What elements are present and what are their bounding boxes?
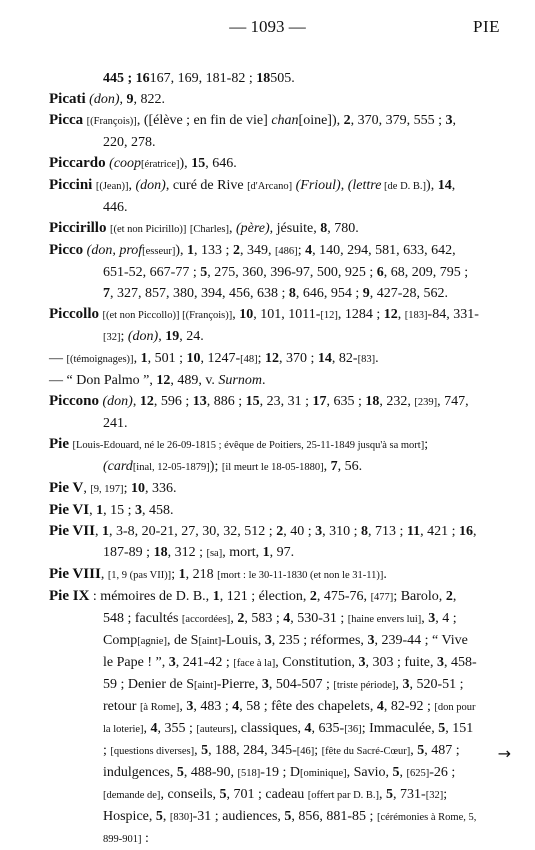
- entry-text: ,: [100, 567, 108, 582]
- entry-text: -Louis,: [221, 633, 265, 648]
- entry-text: , 327, 857, 380, 394, 456, 638 ;: [110, 286, 289, 301]
- entry-text: 16: [459, 524, 473, 539]
- entry-text: , 370 ;: [279, 351, 318, 366]
- entry-text: 6: [376, 265, 384, 280]
- entry-headword: Piccirillo: [49, 220, 107, 236]
- entry-text: 3: [402, 677, 410, 692]
- entry-text: , de S: [166, 633, 199, 648]
- entry-text: , 475-76,: [316, 589, 371, 604]
- entry-text: , 187-89 ;: [103, 524, 477, 560]
- entry-text: );: [209, 459, 222, 474]
- entry-text: [offert par D. B.]: [307, 790, 380, 801]
- index-entry: [49, 153, 479, 175]
- entry-text: .: [375, 351, 379, 366]
- entry-text: 3: [358, 655, 366, 670]
- entry-text: 9: [126, 92, 134, 107]
- entry-text: [Charles]: [189, 224, 229, 235]
- entry-text: 1: [140, 351, 148, 366]
- entry-text: 5: [155, 809, 163, 824]
- entry-text: ,: [179, 699, 187, 714]
- entry-text: ;: [123, 481, 131, 496]
- entry-text: [oine]),: [298, 113, 344, 128]
- entry-text: (père): [235, 221, 270, 236]
- entry-text: 4: [150, 721, 158, 736]
- entry-text: , 583 ;: [244, 611, 284, 626]
- continuation-arrow-icon: →: [497, 744, 511, 763]
- entry-text: ,: [399, 765, 407, 780]
- entry-text: ,: [410, 743, 418, 758]
- entry-text: , 446.: [103, 178, 456, 215]
- entry-text: 12: [156, 373, 171, 388]
- entry-text: [1, 9 (pas VII)]: [107, 570, 172, 581]
- entry-text: , Savio,: [346, 765, 393, 780]
- entry-text: [sa]: [206, 548, 223, 559]
- entry-text: , 713 ;: [367, 524, 407, 539]
- entry-text: [32]: [103, 332, 121, 343]
- entry-text: (don): [102, 394, 133, 409]
- entry-text: , 520-51 ; retour: [103, 677, 464, 714]
- entry-text: [486]: [274, 246, 298, 257]
- index-entry: [49, 586, 479, 850]
- index-entry: [49, 89, 479, 110]
- entry-text: .: [383, 567, 387, 582]
- entry-text: , 220, 278.: [103, 113, 457, 150]
- entry-text: 18: [365, 394, 380, 409]
- entry-text: [aint]: [193, 680, 217, 691]
- entry-text: -84, 331-: [427, 307, 479, 322]
- entry-text: , 731-: [393, 787, 426, 802]
- entry-text: , 458-59 ; Denier de S: [103, 655, 477, 692]
- running-head: PIE: [473, 17, 500, 36]
- entry-text: [face à la]: [233, 658, 276, 669]
- entry-text: 12: [139, 394, 154, 409]
- entry-text: 4: [305, 243, 313, 258]
- entry-text: , 548 ; facultés: [103, 589, 457, 626]
- entry-text: [(et non Picirillo)]: [109, 224, 187, 235]
- entry-text: , 483 ;: [193, 699, 233, 714]
- entry-text: .: [261, 373, 266, 388]
- entry-text: , 82-92 ;: [383, 699, 435, 714]
- entry-text: 5: [219, 787, 227, 802]
- entry-text: ,: [397, 307, 405, 322]
- entry-text: , 488-90,: [183, 765, 238, 780]
- entry-text: 2: [445, 589, 453, 604]
- entry-text: -26 ;: [429, 765, 456, 780]
- entry-text: [haine envers lui]: [347, 614, 422, 625]
- entry-text: (don): [89, 92, 120, 107]
- entry-text: ;: [257, 351, 266, 366]
- entry-text: 7: [103, 286, 110, 301]
- entry-text: , 312 ;: [167, 545, 207, 560]
- index-entry: [49, 218, 479, 240]
- entry-text: [(et non Piccollo)] [(François)]: [102, 310, 233, 321]
- index-entry: [49, 370, 479, 391]
- entry-text: 5: [386, 787, 394, 802]
- entry-headword: Picco: [49, 242, 84, 258]
- entry-headword: Picati: [49, 91, 86, 107]
- entry-text: , 501 ;: [147, 351, 187, 366]
- entry-text: ,: [158, 329, 166, 344]
- entry-text: , 1247-: [200, 351, 241, 366]
- entry-text: [477]: [370, 592, 394, 603]
- entry-text: [accordées]: [181, 614, 231, 625]
- entry-text: ,: [133, 351, 141, 366]
- entry-text: ;: [314, 743, 322, 758]
- index-entry: [49, 175, 479, 218]
- entry-text: 1: [178, 567, 186, 582]
- entry-text: : mémoires de D. B.,: [89, 589, 213, 604]
- entry-text: 3: [315, 524, 323, 539]
- entry-text: , 635-: [311, 721, 345, 736]
- entry-text: ; Hospice,: [103, 787, 448, 824]
- entry-text: , 40 ;: [283, 524, 316, 539]
- entry-text: [mort : le 30-11-1830 (et non le 31-11)]: [217, 570, 384, 581]
- entry-text: , Constitution,: [275, 655, 359, 670]
- entry-text: [9, 197]: [90, 484, 124, 495]
- entry-text: [239]: [414, 397, 438, 408]
- entry-text: 3: [445, 113, 453, 128]
- entry-text: , 1284 ;: [337, 307, 384, 322]
- entry-text: ,: [232, 307, 240, 322]
- entry-text: (card: [103, 459, 133, 474]
- entry-text: — “ Don Palmo ”,: [49, 373, 157, 388]
- entry-text: , 218: [185, 567, 218, 582]
- entry-text: ),: [426, 178, 438, 193]
- entry-text: ,: [143, 721, 151, 736]
- entry-text: 2: [237, 611, 245, 626]
- entry-text: 3: [437, 655, 445, 670]
- entry-text: 17: [312, 394, 327, 409]
- entry-text: 8: [360, 524, 368, 539]
- entry-text: , 822.: [133, 92, 165, 107]
- entry-text: 18: [256, 71, 271, 86]
- entry-text: 5: [201, 743, 209, 758]
- entry-text: , 151 ;: [103, 721, 474, 758]
- entry-text: [625]: [406, 768, 430, 779]
- entry-text: ,: [230, 611, 238, 626]
- entry-text: 2: [232, 243, 240, 258]
- entry-text: , mort,: [222, 545, 263, 560]
- entry-headword: Pie V: [49, 480, 84, 496]
- entry-text: , 458.: [142, 503, 174, 518]
- index-entry: [49, 68, 479, 89]
- entry-text: 4: [376, 699, 384, 714]
- entry-text: , classiques,: [233, 721, 305, 736]
- entry-text: , 3-8, 20-21, 27, 30, 32, 512 ;: [108, 524, 277, 539]
- entry-text: 2: [343, 113, 351, 128]
- entry-text: 15: [245, 394, 260, 409]
- index-entry: [49, 348, 479, 370]
- entry-text: , 275, 360, 396-97, 500, 925 ;: [207, 265, 377, 280]
- entry-text: , 701 ; cadeau: [226, 787, 308, 802]
- entry-text: [don pour la loterie]: [103, 702, 476, 735]
- entry-text: [de D. B.]: [381, 181, 427, 192]
- entry-text: 3: [367, 633, 375, 648]
- entry-text: 445 ;: [103, 71, 136, 86]
- entry-text: ,: [228, 221, 236, 236]
- entry-text: , 133 ;: [194, 243, 233, 258]
- entry-text: , 101, 1011-: [253, 307, 321, 322]
- entry-text: 2: [276, 524, 284, 539]
- entry-text: , 58 ; fête des chapelets,: [239, 699, 377, 714]
- entry-text: 1: [96, 503, 104, 518]
- entry-text: ,: [379, 787, 387, 802]
- entry-text: 7: [330, 459, 338, 474]
- entry-text: -19 ; D: [260, 765, 300, 780]
- entry-text: [ominique]: [299, 768, 347, 779]
- entry-text: 9: [362, 286, 370, 301]
- entry-text: [à Rome]: [139, 702, 180, 713]
- page-number: — 1093 —: [229, 17, 306, 36]
- entry-text: 3: [168, 655, 176, 670]
- entry-text: [il meurt le 18-05-1880]: [221, 462, 324, 473]
- entry-headword: Piccini: [49, 177, 93, 193]
- entry-text: (don): [135, 178, 166, 193]
- entry-text: 11: [406, 524, 421, 539]
- entry-text: [demande de]: [103, 790, 161, 801]
- entry-text: , 646.: [205, 156, 237, 171]
- index-entry: [49, 564, 479, 586]
- entry-text: 8: [288, 286, 296, 301]
- entry-text: 4: [283, 611, 291, 626]
- entry-text: [(témoignages)]: [66, 354, 134, 365]
- entry-text: [Louis-Edouard, né le 26-09-1815 ; évêque de Poitiers, 25-11-1849 jusqu'à sa mort]: [72, 440, 425, 451]
- entry-text: 10: [130, 481, 145, 496]
- entry-text: , 15 ;: [103, 503, 136, 518]
- entry-text: 1: [101, 524, 109, 539]
- entry-text: , 4 ; Comp: [103, 611, 457, 648]
- entry-text: [183]: [404, 310, 428, 321]
- entry-text: ,: [162, 809, 170, 824]
- entry-text: (lettre: [347, 178, 382, 193]
- entry-text: 19: [165, 329, 180, 344]
- entry-text: ;: [424, 437, 429, 452]
- entry-text: ),: [175, 243, 188, 258]
- entry-text: , 232,: [379, 394, 415, 409]
- entry-text: , 121 ; élection,: [219, 589, 310, 604]
- entry-headword: Piccardo: [49, 155, 106, 171]
- entry-text: [12]: [320, 310, 338, 321]
- entry-text: ;: [120, 329, 128, 344]
- entry-headword: Piccono: [49, 393, 99, 409]
- entry-text: ,: [421, 611, 429, 626]
- entry-text: , 489, v.: [170, 373, 219, 388]
- entry-text: [auteurs]: [196, 724, 234, 735]
- entry-text: , 188, 284, 345-: [208, 743, 297, 758]
- entry-text: [830]: [169, 812, 193, 823]
- entry-text: 1: [187, 243, 195, 258]
- entry-text: , ([élève ; en fin de vie]: [136, 113, 272, 128]
- entry-text: , 355 ;: [157, 721, 197, 736]
- entry-text: 5: [417, 743, 425, 758]
- entry-text: 3: [264, 633, 272, 648]
- entry-text: ,: [323, 459, 331, 474]
- entry-text: 5: [392, 765, 400, 780]
- entry-text: ,: [395, 677, 403, 692]
- entry-text: , 856, 881-85 ;: [291, 809, 377, 824]
- index-entry: [49, 521, 479, 564]
- entry-headword: Pie VIII: [49, 566, 101, 582]
- entry-text: ; Barolo,: [393, 589, 446, 604]
- entry-text: , 140, 294, 581, 633, 642, 651-52, 667-77 ;: [103, 243, 456, 280]
- entry-text: , 596 ;: [153, 394, 193, 409]
- entry-text: 10: [239, 307, 254, 322]
- entry-text: (coop: [109, 156, 142, 171]
- entry-text: [esseur]: [142, 246, 176, 257]
- entry-text: 1: [212, 589, 220, 604]
- entry-text: ,: [128, 178, 136, 193]
- entry-text: [aint]: [198, 636, 222, 647]
- entry-text: —: [49, 351, 67, 366]
- entry-text: 167, 169, 181-82 ;: [149, 71, 257, 86]
- entry-text: ;: [297, 243, 306, 258]
- entry-text: 3: [186, 699, 194, 714]
- entry-text: , 97.: [269, 545, 295, 560]
- index-entry: [49, 434, 479, 478]
- entry-text: , 370, 379, 555 ;: [350, 113, 446, 128]
- entry-text: (don): [127, 329, 159, 344]
- entry-text: 16: [135, 71, 150, 86]
- entry-text: :: [141, 831, 149, 846]
- entry-text: , 23, 31 ;: [259, 394, 313, 409]
- entry-text: 2: [309, 589, 317, 604]
- entry-text: , 421 ;: [420, 524, 459, 539]
- entry-text: [48]: [240, 354, 258, 365]
- entry-text: ,: [94, 524, 102, 539]
- entry-text: ; Immaculée,: [361, 721, 439, 736]
- entry-text: 4: [304, 721, 312, 736]
- entry-text: 4: [232, 699, 240, 714]
- entry-text: chan: [271, 113, 299, 128]
- entry-text: [(Jean)]: [95, 181, 129, 192]
- entry-text: , 427-28, 562.: [369, 286, 448, 301]
- entry-text: [d'Arcano]: [247, 181, 293, 192]
- entry-text: , 24.: [179, 329, 204, 344]
- entry-text: [83]: [357, 354, 376, 365]
- entry-text: , 310 ;: [322, 524, 361, 539]
- entry-headword: Pie VI: [49, 502, 90, 518]
- entry-text: 13: [192, 394, 207, 409]
- entry-text: ,: [119, 92, 127, 107]
- entry-text: , 235 ; réformes,: [271, 633, 368, 648]
- entry-text: Surnom: [218, 373, 262, 388]
- entry-text: 12: [265, 351, 280, 366]
- entry-text: 5: [176, 765, 184, 780]
- entry-text: [518]: [237, 768, 261, 779]
- entry-text: , 303 ; fuite,: [365, 655, 438, 670]
- entry-text: , curé de Rive: [165, 178, 248, 193]
- entry-text: , 487 ; indulgences,: [103, 743, 460, 780]
- page-header: [0, 17, 535, 41]
- entry-text: 15: [191, 156, 206, 171]
- entry-text: [ératrice]: [141, 159, 180, 170]
- entry-text: , 886 ;: [206, 394, 246, 409]
- entry-text: , 241-42 ;: [175, 655, 234, 670]
- entry-text: , 747, 241.: [103, 394, 469, 431]
- entry-text: 5: [200, 265, 208, 280]
- index-entry: [49, 500, 479, 521]
- entry-text: , 68, 209, 795 ;: [383, 265, 469, 280]
- entry-text: , 56.: [337, 459, 363, 474]
- entry-text: 505.: [270, 71, 295, 86]
- entry-text: 14: [437, 178, 452, 193]
- index-entry: [49, 110, 479, 153]
- entry-text: 5: [284, 809, 292, 824]
- entry-text: -Pierre,: [216, 677, 262, 692]
- entry-text: [46]: [296, 746, 315, 757]
- entry-text: , 336.: [144, 481, 177, 496]
- index-entry: [49, 304, 479, 348]
- entry-text: (Frioul): [295, 178, 341, 193]
- entry-text: [fête du Sacré-Cœur]: [321, 746, 411, 757]
- index-entry: [49, 478, 479, 500]
- entry-headword: Piccollo: [49, 306, 99, 322]
- entry-text: , 504-507 ;: [268, 677, 334, 692]
- entry-text: , jésuite,: [269, 221, 321, 236]
- entry-text: [32]: [425, 790, 444, 801]
- entry-text: 18: [153, 545, 168, 560]
- index-entry: [49, 240, 479, 304]
- entry-text: ),: [179, 156, 192, 171]
- entry-text: ,: [194, 743, 202, 758]
- entry-text: [triste période]: [333, 680, 396, 691]
- index-entries: [49, 68, 479, 850]
- entry-headword: Picca: [49, 112, 84, 128]
- entry-text: 5: [438, 721, 446, 736]
- entry-text: 3: [261, 677, 269, 692]
- entry-text: , 239-44 ; “ Vive le Pape ! ”,: [103, 633, 468, 670]
- entry-text: ,: [89, 503, 97, 518]
- entry-text: ,: [340, 178, 348, 193]
- entry-text: 14: [317, 351, 332, 366]
- entry-text: ,: [132, 394, 140, 409]
- entry-text: 1: [262, 545, 270, 560]
- entry-text: , conseils,: [160, 787, 220, 802]
- entry-text: , 646, 954 ;: [295, 286, 363, 301]
- entry-text: ,: [83, 481, 91, 496]
- index-entry: [49, 391, 479, 434]
- entry-text: , 635 ;: [326, 394, 366, 409]
- entry-text: [36]: [344, 724, 362, 735]
- entry-text: , 82-: [331, 351, 358, 366]
- entry-text: 10: [186, 351, 201, 366]
- entry-headword: Pie IX: [49, 588, 90, 604]
- entry-text: -31 ; audiences,: [192, 809, 285, 824]
- entry-text: ;: [171, 567, 179, 582]
- entry-text: (don, prof: [86, 243, 143, 258]
- entry-text: [questions diverses]: [110, 746, 195, 757]
- entry-text: , 349,: [239, 243, 275, 258]
- entry-headword: Pie: [49, 436, 69, 452]
- entry-text: 12: [383, 307, 398, 322]
- entry-text: , 780.: [327, 221, 359, 236]
- entry-text: [(François)]: [86, 116, 137, 127]
- entry-text: [agnie]: [137, 636, 167, 647]
- entry-text: 8: [320, 221, 328, 236]
- entry-text: 3: [428, 611, 436, 626]
- entry-text: , 530-31 ;: [290, 611, 348, 626]
- entry-headword: Pie VII: [49, 523, 95, 539]
- entry-text: [inal, 12-05-1879]: [132, 462, 210, 473]
- entry-text: 3: [135, 503, 143, 518]
- entry-text: [cérémonies à Rome, 5, 899-901]: [103, 812, 477, 845]
